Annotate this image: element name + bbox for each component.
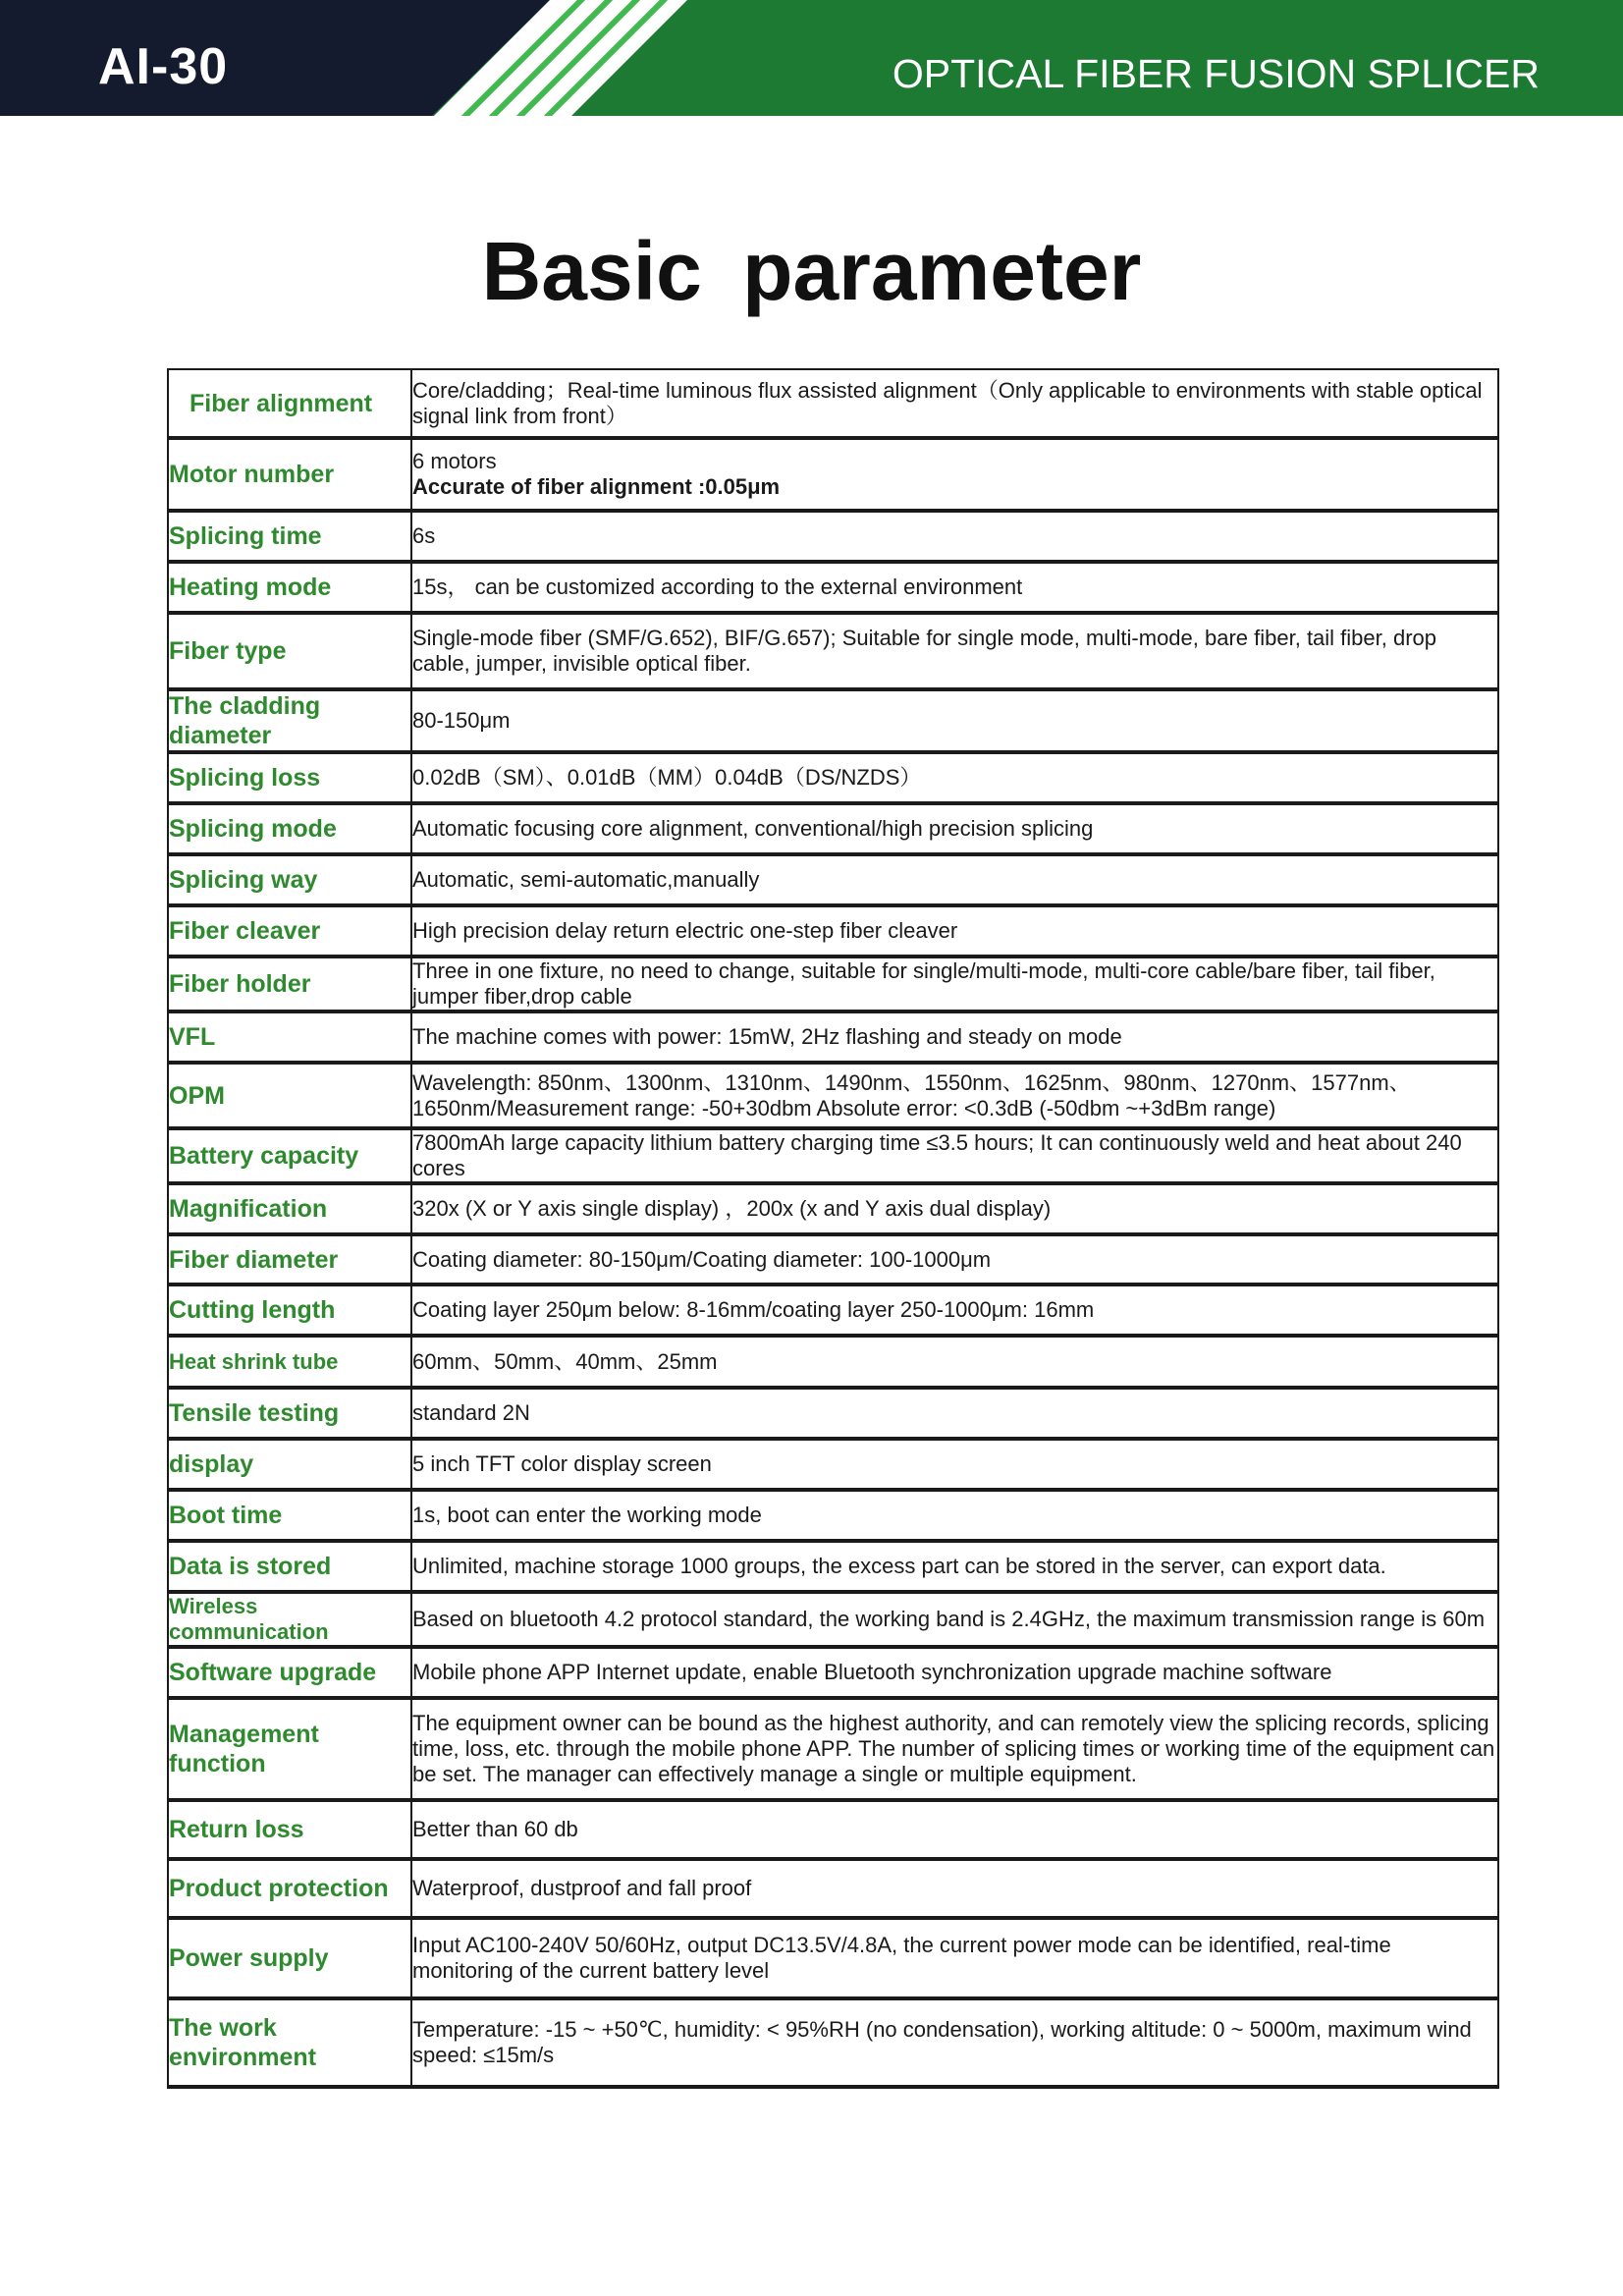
- row-value-line: 6 motors: [412, 449, 497, 473]
- row-value: 320x (X or Y axis single display) ，200x (x and Y axis dual display): [411, 1183, 1498, 1234]
- row-value: 1s, boot can enter the working mode: [411, 1490, 1498, 1541]
- row-label: OPM: [168, 1063, 411, 1128]
- row-label: Boot time: [168, 1490, 411, 1541]
- row-value: Core/cladding；Real-time luminous flux assisted alignment（Only applicable to environments with stable optical signal link from front）: [411, 369, 1498, 438]
- row-label: Data is stored: [168, 1541, 411, 1592]
- row-label: Product protection: [168, 1859, 411, 1918]
- row-value: Better than 60 db: [411, 1800, 1498, 1859]
- row-label: Fiber type: [168, 613, 411, 689]
- row-value: Unlimited, machine storage 1000 groups, the excess part can be stored in the server, can export data.: [411, 1541, 1498, 1592]
- row-label: Fiber alignment: [168, 369, 411, 438]
- table-row: [168, 1063, 1498, 1128]
- row-label: Magnification: [168, 1183, 411, 1234]
- table-row: [168, 562, 1498, 613]
- row-value: standard 2N: [411, 1388, 1498, 1439]
- table-row: [168, 1541, 1498, 1592]
- row-label: VFL: [168, 1011, 411, 1063]
- row-value-bold: Accurate of fiber alignment :0.05μm: [412, 474, 781, 499]
- row-label: The cladding diameter: [168, 689, 411, 752]
- row-label: Tensile testing: [168, 1388, 411, 1439]
- row-value: 6s: [411, 511, 1498, 562]
- row-value: Waterproof, dustproof and fall proof: [411, 1859, 1498, 1918]
- row-value: 15s， can be customized according to the external environment: [411, 562, 1498, 613]
- row-value: Coating layer 250μm below: 8-16mm/coating layer 250-1000μm: 16mm: [411, 1285, 1498, 1336]
- row-value: Mobile phone APP Internet update, enable Bluetooth synchronization upgrade machine software: [411, 1647, 1498, 1698]
- row-value: 7800mAh large capacity lithium battery charging time ≤3.5 hours; It can continuously weld and heat about 240 cores: [411, 1128, 1498, 1183]
- row-label: Fiber cleaver: [168, 905, 411, 957]
- table-row: [168, 1698, 1498, 1800]
- row-value: 5 inch TFT color display screen: [411, 1439, 1498, 1490]
- row-value: 60mm、50mm、40mm、25mm: [411, 1336, 1498, 1388]
- row-value: 0.02dB（SM）、0.01dB（MM）0.04dB（DS/NZDS）: [411, 752, 1498, 803]
- table-row: [168, 1998, 1498, 2087]
- page-header: [0, 0, 1623, 116]
- row-label: Power supply: [168, 1918, 411, 1998]
- table-row: [168, 905, 1498, 957]
- row-label: Software upgrade: [168, 1647, 411, 1698]
- table-row: [168, 369, 1498, 438]
- parameter-table: [167, 368, 1499, 2089]
- row-value: Based on bluetooth 4.2 protocol standard, the working band is 2.4GHz, the maximum transmission range is 60m: [411, 1592, 1498, 1647]
- table-row: [168, 1011, 1498, 1063]
- table-row: [168, 689, 1498, 752]
- page-title: Basic parameter: [481, 225, 1142, 317]
- row-value: Three in one fixture, no need to change, suitable for single/multi-mode, multi-core cable/bare fiber, tail fiber, jumper fiber,drop cable: [411, 957, 1498, 1011]
- row-label: Heat shrink tube: [168, 1336, 411, 1388]
- table-row: [168, 1647, 1498, 1698]
- row-value: Single-mode fiber (SMF/G.652), BIF/G.657); Suitable for single mode, multi-mode, bare fiber, tail fiber, drop cable, jumper, invisible optical fiber.: [411, 613, 1498, 689]
- row-label: display: [168, 1439, 411, 1490]
- row-value: The equipment owner can be bound as the highest authority, and can remotely view the splicing records, splicing time, loss, etc. through the mobile phone APP. The number of splicing times or working time of the equipment can be set. The manager can effectively manage a single or multiple equipment.: [411, 1698, 1498, 1800]
- row-label: Management function: [168, 1698, 411, 1800]
- table-row: [168, 1592, 1498, 1647]
- row-label: Fiber holder: [168, 957, 411, 1011]
- row-value: Automatic, semi-automatic,manually: [411, 854, 1498, 905]
- row-value: Coating diameter: 80-150μm/Coating diameter: 100-1000μm: [411, 1234, 1498, 1285]
- row-value: 80-150μm: [411, 689, 1498, 752]
- row-value: Temperature: -15 ~ +50℃, humidity: < 95%RH (no condensation), working altitude: 0 ~ 5000m, maximum wind speed: ≤15m/s: [411, 1998, 1498, 2087]
- row-label: Heating mode: [168, 562, 411, 613]
- table-row: [168, 803, 1498, 854]
- row-value: Wavelength: 850nm、1300nm、1310nm、1490nm、1550nm、1625nm、980nm、1270nm、1577nm、1650nm/Measurement range: -50+30dbm Absolute error: <0.3dB (-50dbm ~+3dBm range): [411, 1063, 1498, 1128]
- table-row: [168, 1128, 1498, 1183]
- table-row: [168, 438, 1498, 511]
- model-name: AI-30: [98, 38, 229, 95]
- row-label: Fiber diameter: [168, 1234, 411, 1285]
- table-row: [168, 1183, 1498, 1234]
- row-label: Battery capacity: [168, 1128, 411, 1183]
- row-label: Cutting length: [168, 1285, 411, 1336]
- table-row: [168, 1859, 1498, 1918]
- row-label: Wireless communication: [168, 1592, 411, 1647]
- table-row: [168, 1336, 1498, 1388]
- table-row: [168, 1918, 1498, 1998]
- table-row: [168, 613, 1498, 689]
- product-title: OPTICAL FIBER FUSION SPLICER: [892, 51, 1540, 96]
- table-row: [168, 1388, 1498, 1439]
- table-row: [168, 957, 1498, 1011]
- table-row: [168, 854, 1498, 905]
- table-row: [168, 1490, 1498, 1541]
- row-label: Splicing way: [168, 854, 411, 905]
- row-label: Splicing mode: [168, 803, 411, 854]
- row-value: The machine comes with power: 15mW, 2Hz flashing and steady on mode: [411, 1011, 1498, 1063]
- table-row: [168, 511, 1498, 562]
- table-row: [168, 1285, 1498, 1336]
- row-label: The work environment: [168, 1998, 411, 2087]
- table-row: [168, 1234, 1498, 1285]
- row-label: Splicing time: [168, 511, 411, 562]
- row-value: Input AC100-240V 50/60Hz, output DC13.5V/4.8A, the current power mode can be identified, real-time monitoring of the current battery level: [411, 1918, 1498, 1998]
- row-value: [411, 438, 1498, 511]
- row-value: Automatic focusing core alignment, conventional/high precision splicing: [411, 803, 1498, 854]
- table-row: [168, 1439, 1498, 1490]
- table-row: [168, 752, 1498, 803]
- row-label: Splicing loss: [168, 752, 411, 803]
- row-label: Return loss: [168, 1800, 411, 1859]
- row-value: High precision delay return electric one-step fiber cleaver: [411, 905, 1498, 957]
- row-label: Motor number: [168, 438, 411, 511]
- table-row: [168, 1800, 1498, 1859]
